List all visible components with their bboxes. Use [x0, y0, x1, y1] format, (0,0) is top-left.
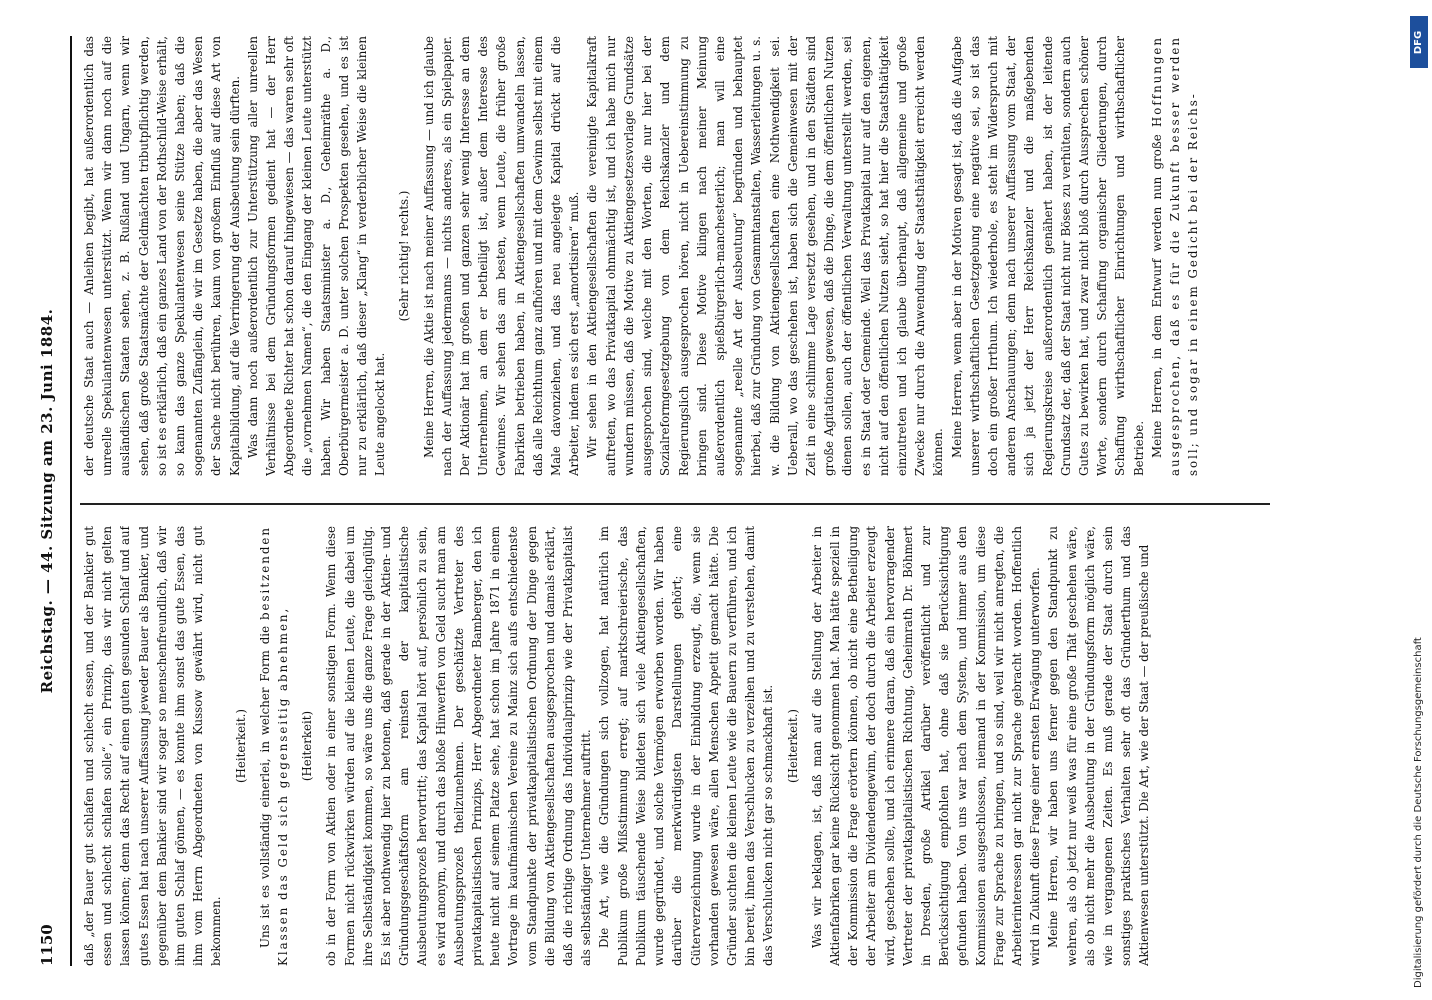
column-divider: [80, 504, 1270, 506]
paragraph: Die Art, wie die Gründungen sich vollzogen, hat natürlich im Publikum große Mißstimmung erregt; auf marktschreierische, das Publikum täuschende Weise bildeten sich viele Aktiengesellschaften, wurde gegründet, und solche Vermögen erworben worden. Wir haben darüber die merkwürdigsten Darstellungen gehört; eine Güterverzeichnung wurde in der Einbildung erzeugt, die, wenn sie vorhanden gewesen wäre, allen Menschen Appetit gemacht hätte. Die Gründer suchten die kleinen Leute wie die Bauern zu verführen, und ich bin bereit, ihnen das Verschlucken zu verzeihen und zu verstehen, damit das Verschlucken nicht gar so schmackhaft ist.: [597, 526, 776, 966]
interjection: (Sehr richtig! rechts.): [397, 190, 412, 322]
paragraph-text: Meine Herren, in dem Entwurf werden nun große: [1149, 134, 1164, 458]
interjection: (Heiterkeit): [300, 710, 315, 782]
paragraph: der deutsche Staat auch — Anleihen begibt, hat außerordentlich das unreelle Spekulantenwesen unterstützt. Wenn wir dann noch auf die ausländischen Staaten sehen, z. B. Rußland und Ungarn, wenn wir sehen, daß große Staatsmächte der Geldmächten tributpflichtig werden, so ist es erklärlich, daß ein ganzes Land von der Rothschild-Weise erhält, so kann das ganze Spekulantenwesen seine Stütze haben; daß die sogenannten Zufänglein, die wir im Gesetze haben, die aber das Wesen der Sache nicht berühren, kaum von großem Einfluß auf diese Art von Kapitalbildung, auf die Verringerung der Ausbeutung sein dürften.: [82, 36, 242, 476]
paragraph: Wir sehen in den Aktiengesellschaften die vereinigte Kapitalkraft auftreten, wo das Privatkapital ohnmächtig ist, und ich habe mich nur wundern müssen, daß die Motive zu Aktiengesetzesvorlage Grundsätze ausgesprochen sind, welche mit den Worten, die nur hier bei der Sozialreformgesetzgebung von dem Reichskanzler und dem Regierungslich ausgesprochen hören, nicht in Uebereinstimmung zu bringen sind. Diese Motive klingen nach meiner Meinung außerordentlich spießbürgerlich-manchesterlich; man will eine sogenannte „reelle Art der Ausbeutung“ begründen und behauptet hierbei, daß zur Gründung von Gesammtanstalten, Wasserleitungen u. s. w. die Bildung von Aktiengesellschaften eine Nothwendigkeit sei. Ueberall, wo das geschehen ist, haben sich die Gemeinwesen mit der Zeit in eine schlimme Lage versetzt gesehen, und in den Städten sind große Agitationen gewesen, daß die Dinge, die dem öffentlichen Nutzen dienen sollen, auch der öffentlichen Verwaltung unterstellt werden, sei es in Staat oder Gemeinde. Weil das Privatkapital nur auf den eigenen, nicht auf den öffentlichen Nutzen sieht, so hat hier die Staatsthätigkeit einzutreten und ich glaube überhaupt, daß allgemeine und große Zwecke nur durch die Anwendung der Staatsthätigkeit erreicht werden können.: [585, 36, 946, 476]
paragraph: Meine Herren, die Aktie ist nach meiner Auffassung — und ich glaube nach der Auffassung jedermanns — nichts anderes, als ein Spielpapier. Der Aktionär hat im großen und ganzen sehr wenig Interesse an dem Unternehmen, an dem er betheiligt ist, außer dem Interesse des Gewinnes. Wir sehen das am besten, wenn Leute, die früher große Fabriken betrieben haben, in Aktiengesellschaften umwandeln lassen, daß alle Reichthum ganz aufhören und mit dem Gewinn selbst mit einem Male davonziehen, und das neu angelegte Kapital drückt auf die Arbeiter, indem es sich erst „amortisiren“ muß.: [421, 36, 582, 476]
paragraph: Meine Herren, wir haben uns ferner gegen den Standpunkt zu wehren, als ob jetzt nur weiß was für eine große Thät geschehen wäre, als ob nicht mehr die Ausbeutung in der Gründungsform möglich wäre, wie in vergangenen Zeiten. Es muß gerade der Staat durch sein sonstiges praktisches Verhalten sehr oft das Gründerthum und das Aktienwesen unterstützt. Die Art, wie der Staat — der preußische und: [1046, 526, 1152, 966]
paragraph: [1148, 36, 1203, 476]
running-head: Reichstag. — 44. Sitzung am 23. Juni 1884.: [38, 308, 56, 694]
interjection: (Heiterkeit.): [785, 709, 800, 784]
dfg-logo-icon: [1410, 16, 1428, 68]
emphasis-text: Hoffnungen ausgesprochen, daß es für die Zukunft besser werden soll; und sogar in einem Gedicht bei der Reichs-: [1149, 36, 1201, 476]
page-number: 1150: [38, 924, 56, 966]
paragraph-text: Uns ist es vollständig einerlei, in welcher Form die: [257, 625, 272, 948]
dfg-logo-text: DFG: [1413, 30, 1425, 54]
paragraph: [256, 526, 292, 966]
left-column: [80, 526, 1270, 966]
header-rule: [70, 36, 72, 966]
emphasis-text: besitzenden Klassen das Geld sich gegenseitig abnehmen,: [257, 526, 291, 966]
paragraph: ob in der Form von Aktien oder in einer sonstigen Form. Wenn diese Formen nicht rückwirken würden auf die kleinen Leute, die dabei um ihre Selbständigkeit kommen, so wäre uns die ganze Frage gleichgültig. Es ist aber nothwendig hier zu betonen, daß gerade in der Aktien- und Gründungsgeschäftsform am reinsten der kapitalistische Ausbeutungsprozeß hervortritt; das Kapital hört auf, persönlich zu sein, es wird anonym, und durch das bloße Hinwerfen von Geld sucht man am Ausbeutungsprozeß theilzunehmen. Der geschätzte Vertreter des privatkapitalistischen Prinzips, Herr Abgeordneter Bamberger, den ich heute nicht auf seinem Platze sehe, hat schon im Jahre 1871 in einem Vortrage im kaufmännischen Vereine zu Mainz sich aufs entschiedenste vom Standpunkte der privatkapitalistischen Ordnung der Dinge gegen die Bildung von Aktiengesellschaften ausgesprochen und damals erklärt, daß die richtige Ordnung das Individualprinzip wie der Privatkapitalist als selbständiger Unternehmer auftritt.: [324, 526, 594, 966]
interjection: (Heiterkeit.): [233, 709, 248, 784]
digitization-band: [1404, 0, 1432, 1000]
paragraph: Was wir beklagen, ist, daß man auf die Stellung der Arbeiter in Aktienfabriken gar keine Rücksicht genommen hat. Man hätte speziell in der Kommission die Frage erörtern können, ob nicht eine Betheiligung der Arbeiter am Dividendengewinn, der doch durch die Arbeiter erzeugt wird, geschehen sollte, und ich erinnere daran, daß ein hervorragender Vertreter der privatkapitalistischen Richtung, Geheimrath Dr. Böhmert in Dresden, große Artikel darüber veröffentlicht und zur Berücksichtigung empfohlen hat, ohne daß sie Berücksichtigung gefunden haben. Von uns war nach dem System, und immer aus den Kommissionen ausgeschlossen, niemand in der Kommission, um diese Frage zur Sprache zu bringen, und so sind, weil wir nicht anregten, die Arbeiterinteressen gar nicht zur Sprache gebracht worden. Hoffentlich wird in Zukunft diese Frage einer ernsten Erwägung unterworfen.: [809, 526, 1043, 966]
paragraph: Meine Herren, wenn aber in der Motiven gesagt ist, daß die Aufgabe unserer wirthschaftlichen Gesetzgebung eine negative sei, so ist das doch ein großer Irrthum. Ich wiederhole, es steht im Widerspruch mit anderen Anschauungen; denn nach unserer Auffassung vom Staat, der sich ja jetzt der Herr Reichskanzler und die maßgebenden Regierungskreise außerordentlich genähert haben, ist der leitende Grundsatz der, daß der Staat nicht nur Böses zu verhüten, sondern auch Gutes zu bewirken hat, und zwar nicht bloß durch Aussprechen schöner Worte, sondern durch Schaffung organischer Gliederungen, durch Schaffung wirthschaftlicher Einrichtungen und wirthschaftlicher Betriebe.: [949, 36, 1146, 476]
paragraph: Was dann noch außerordentlich zur Unterstützung aller unreellen Verhältnisse bei dem Gründungsformen gedient hat — der Herr Abgeordnete Richter hat schon darauf hingewiesen — das waren sehr oft die „vornehmen Namen“, die den Eingang der kleinen Leute unterstützt haben. Wir haben Staatsminister a. D., Geheimräthe a. D., Oberbürgermeister a. D. unter solchen Prospekten gesehen, und es ist nur zu erklärlich, daß dieser „Klang“ in verderblicher Weise die kleinen Leute angelockt hat.: [245, 36, 388, 476]
right-column: [80, 36, 1270, 476]
digitization-credit: Digitalisierung gefördert durch die Deutsche Forschungsgemeinschaft: [1413, 637, 1424, 988]
paragraph: daß „der Bauer gut schlafen und schlecht essen, und der Bankier gut essen und schlecht schlafen solle“, ein Prinzip, das wir nicht gelten lassen können; denn das Recht auf einen guten gesunden Schlaf und auf gutes Essen hat nach unserer Auffassung jeweder Bauer als Bankier, und gegenüber dem Bankier sind wir sogar so menschenfreundlich, daß wir ihm guten Schlaf gönnen, — es konnte ihm sonst das gute Essen, das ihm vom Herrn Abgeordneten von Kussow gewährt wird, nicht gut bekommen.: [82, 526, 224, 966]
page-header: [34, 36, 64, 966]
